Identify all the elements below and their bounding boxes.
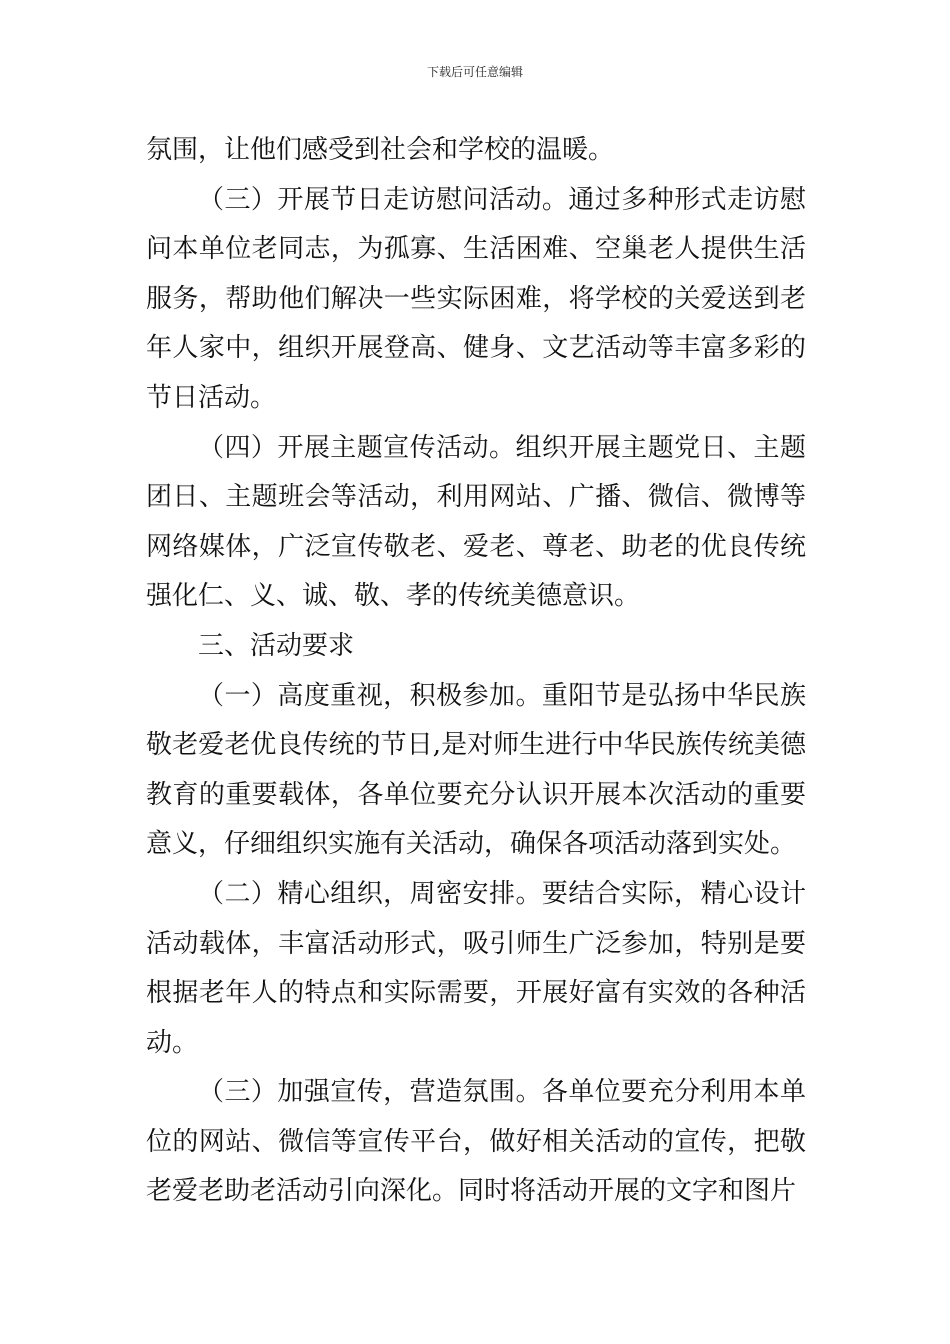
page-header: 下载后可任意编辑 (426, 65, 523, 79)
paragraph-requirement-1: （一）高度重视，积极参加。重阳节是弘扬中华民族敬老爱老优良传统的节日,是对师生进行中华民族传统美德教育的重要载体，各单位要充分认识开展本次活动的重要意义，仔细组织实施有关活动，确保各项活动落到实处。 (146, 680, 806, 860)
paragraph-visit-activity: （三）开展节日走访慰问活动。通过多种形式走访慰问本单位老同志，为孤寡、生活困难、空巢老人提供生活服务，帮助他们解决一些实际困难，将学校的关爱送到老年人家中，组织开展登高、健身、文艺活动等丰富多彩的节日活动。 (146, 184, 806, 413)
paragraph-continuation: 氛围，让他们感受到社会和学校的温暖。 (146, 135, 615, 165)
paragraph-theme-publicity: （四）开展主题宣传活动。组织开展主题党日、主题团日、主题班会等活动，利用网站、广播、微信、微博等网络媒体，广泛宣传敬老、爱老、尊老、助老的优良传统强化仁、义、诚、敬、孝的传统美德意识。 (146, 432, 806, 612)
section-heading-requirements: 三、活动要求 (198, 630, 355, 661)
paragraph-requirement-3: （三）加强宣传，营造氛围。各单位要充分利用本单位的网站、微信等宣传平台，做好相关活动的宣传，把敬老爱老助老活动引向深化。同时将活动开展的文字和图片 (146, 1077, 806, 1207)
paragraph-requirement-2: （二）精心组织，周密安排。要结合实际，精心设计活动载体，丰富活动形式，吸引师生广泛参加，特别是要根据老年人的特点和实际需要，开展好富有实效的各种活动。 (146, 878, 806, 1058)
document-body (146, 126, 806, 1217)
